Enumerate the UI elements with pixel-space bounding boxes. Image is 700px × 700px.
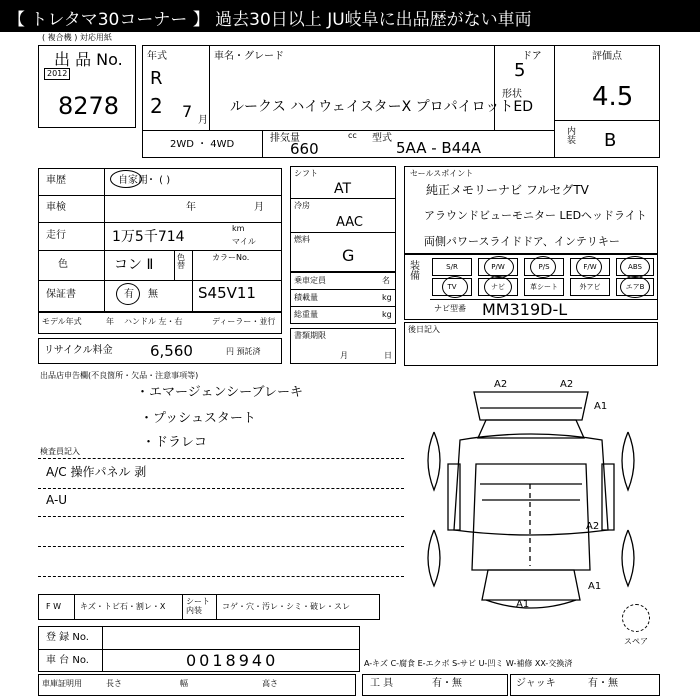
inspection-month: 月 [254, 202, 264, 213]
period-length: 長さ [106, 679, 122, 688]
inspection-label: 車検 [46, 202, 66, 213]
post-notes [404, 322, 658, 366]
seat-text: コゲ・穴・汚レ・シミ・破レ・スレ [222, 602, 350, 611]
spare-label: スペア [624, 637, 648, 646]
jack-value: 有・無 [588, 678, 618, 689]
equip-abs: ABS [616, 258, 654, 276]
sales-line-1: 純正メモリーナビ フルセグTV [426, 183, 589, 197]
equip-leather: 革シート [524, 278, 564, 296]
period-label: 車庫証明用 [42, 679, 82, 688]
equip-sr: S/R [432, 258, 472, 276]
model-year-era: R [150, 68, 163, 89]
legend: A-キズ C-腐食 E-エクボ S-サビ U-凹ミ W-補修 XX-交換済 [364, 659, 573, 668]
recycle-label: リサイクル料金 [44, 345, 113, 356]
banner-text: 【 トレタマ30コーナー 】 過去30日以上 JU岐阜に出品歴がない車両 [8, 10, 532, 30]
equip-abs-circle [620, 256, 650, 278]
warranty-circle [116, 283, 140, 305]
type-value: 5AA - B44A [396, 139, 482, 157]
interior-value: B [604, 130, 617, 151]
score-label: 評価点 [592, 51, 622, 62]
history-rest: ・ ( ) [146, 175, 171, 186]
equip-navi: ナビ [478, 278, 518, 296]
sales-line-3: 両側パワースライドドア、インテリキー [424, 235, 620, 248]
diagram-mark-2: A2 [560, 379, 574, 390]
equip-pw: P/W [478, 258, 518, 276]
car-name-label: 車名・グレード [214, 51, 284, 62]
registration-label: 登 録 No. [46, 632, 89, 643]
equip-navi-circle [484, 276, 512, 298]
weight-unit: kg [382, 310, 392, 319]
navi-value: MM319D-L [482, 300, 568, 319]
mileage-unit-km: km [232, 224, 245, 233]
color-value: コン Ⅱ [114, 257, 154, 273]
seller-note-2: ・プッシュスタート [140, 411, 256, 426]
color-label: 色 [58, 259, 68, 270]
equip-fw: F/W [570, 258, 610, 276]
mileage-unit-mile: マイル [232, 237, 256, 246]
color-no-label: カラーNo. [212, 253, 250, 262]
color-change-label: 色替 [177, 253, 185, 270]
sales-points-label: セールスポイント [410, 169, 474, 178]
shape-label: 形状 [502, 89, 522, 100]
model-row-label: モデル年式 [42, 317, 82, 326]
load-unit: kg [382, 293, 392, 302]
seller-notes-label: 出品店申告欄(不良箇所・欠品・注意事項等) [40, 371, 199, 380]
shift-label: シフト [294, 169, 318, 178]
model-year-year: 2 [150, 94, 163, 118]
period-width: 幅 [180, 679, 188, 688]
sales-line-2: アラウンドビューモニター LEDヘッドライト [424, 209, 647, 222]
diagram-mark-4: A1 [588, 581, 602, 592]
diagram-mark-5: A2 [586, 521, 600, 532]
equip-tv: TV [432, 278, 472, 296]
period-height: 高さ [262, 679, 278, 688]
navi-label: ナビ型番 [434, 304, 466, 313]
equip-airbag-circle [620, 276, 650, 298]
jack-label: ジャッキ [516, 678, 556, 689]
lot-year-tag: 2012 [44, 68, 70, 80]
equip-pw-circle [484, 256, 514, 278]
car-damage-diagram [404, 380, 658, 620]
diagram-mark-1: A2 [494, 379, 508, 390]
fw-label: F W [46, 602, 62, 611]
aircon-label: 冷房 [294, 201, 310, 210]
diagram-mark-6: A1 [516, 599, 530, 610]
equip-aluminum: 外アビ [570, 278, 610, 296]
recycle-value: 6,560 [150, 342, 193, 360]
equip-airbag: エアB [616, 278, 654, 296]
inspection-year: 年 [186, 202, 196, 213]
cc-value: 660 [290, 140, 319, 158]
fuel-value: G [342, 246, 355, 265]
docs-day: 日 [384, 351, 392, 360]
fuel-label: 燃料 [294, 235, 310, 244]
load-label: 積載量 [294, 293, 318, 302]
model-row-dealer: ディーラー・並行 [212, 317, 276, 326]
car-name: ルークス ハイウェイスターX プロパイロットED [230, 99, 533, 115]
cc-label: 排気量 [270, 133, 300, 144]
chassis-value: 0018940 [186, 651, 279, 670]
equip-ps-circle [530, 256, 556, 278]
model-year-label: 年式 [147, 51, 167, 62]
history-circle [110, 170, 142, 188]
interior-label: 内装 [567, 127, 577, 146]
inspector-note-2: A-U [46, 493, 68, 507]
tools-label: 工 具 [370, 678, 394, 689]
lot-number: 8278 [58, 92, 120, 120]
warranty-has: 有 [124, 289, 134, 300]
model-row-handle: ハンドル 左・右 [124, 317, 183, 326]
fw-text: キズ・トビ石・割レ・X [80, 602, 166, 611]
equip-fw-circle [576, 256, 602, 278]
tools-value: 有・無 [432, 678, 462, 689]
color-no-value: S45V11 [198, 284, 256, 302]
diagram-mark-3: A1 [594, 401, 608, 412]
post-notes-label: 後日記入 [408, 325, 440, 334]
docs-month: 月 [340, 351, 348, 360]
aircon-value: AAC [336, 215, 363, 230]
spare-tire-icon [622, 604, 650, 632]
inspector-note-1: A/C 操作パネル 剥 [46, 465, 147, 479]
capacity-label: 乗車定員 [294, 276, 326, 285]
model-row-year: 年 [106, 317, 114, 326]
recycle-unit: 円 預託済 [226, 347, 261, 356]
model-year-month-label: 月 [198, 115, 208, 126]
equip-tv-circle [442, 276, 468, 298]
capacity-unit: 名 [382, 276, 390, 285]
warranty-label: 保証書 [46, 289, 76, 300]
doors-label: ドア [522, 51, 542, 62]
seller-note-3: ・ドラレコ [142, 435, 208, 450]
drive-label: 2WD ・ 4WD [170, 139, 235, 150]
warranty-none: 無 [148, 289, 158, 300]
inspector-notes-label: 検査員記入 [40, 447, 80, 456]
docs-label: 書類期限 [294, 331, 326, 340]
history-value: 自家用 [118, 175, 148, 186]
shift-value: AT [334, 181, 352, 197]
seat-label: シート 内装 [186, 597, 210, 615]
score-value: 4.5 [592, 82, 634, 112]
period-block [38, 674, 356, 696]
equip-ps: P/S [524, 258, 564, 276]
seller-note-1: ・エマージェンシーブレーキ [136, 385, 303, 400]
history-label: 車歴 [46, 175, 66, 186]
type-label: 型式 [372, 133, 392, 144]
subtitle: ( 複合機 ) 対応用紙 [42, 33, 112, 42]
mileage-label: 走行 [46, 230, 66, 241]
equipment-label: 装備 [410, 261, 420, 282]
mileage-value: 1万5千714 [112, 229, 185, 245]
doors-value: 5 [514, 60, 526, 81]
chassis-label: 車 台 No. [46, 655, 89, 666]
lot-label: 出 品 No. [54, 50, 123, 69]
weight-label: 総重量 [294, 310, 318, 319]
cc-unit: cc [348, 131, 357, 140]
model-year-month: 7 [182, 102, 193, 121]
